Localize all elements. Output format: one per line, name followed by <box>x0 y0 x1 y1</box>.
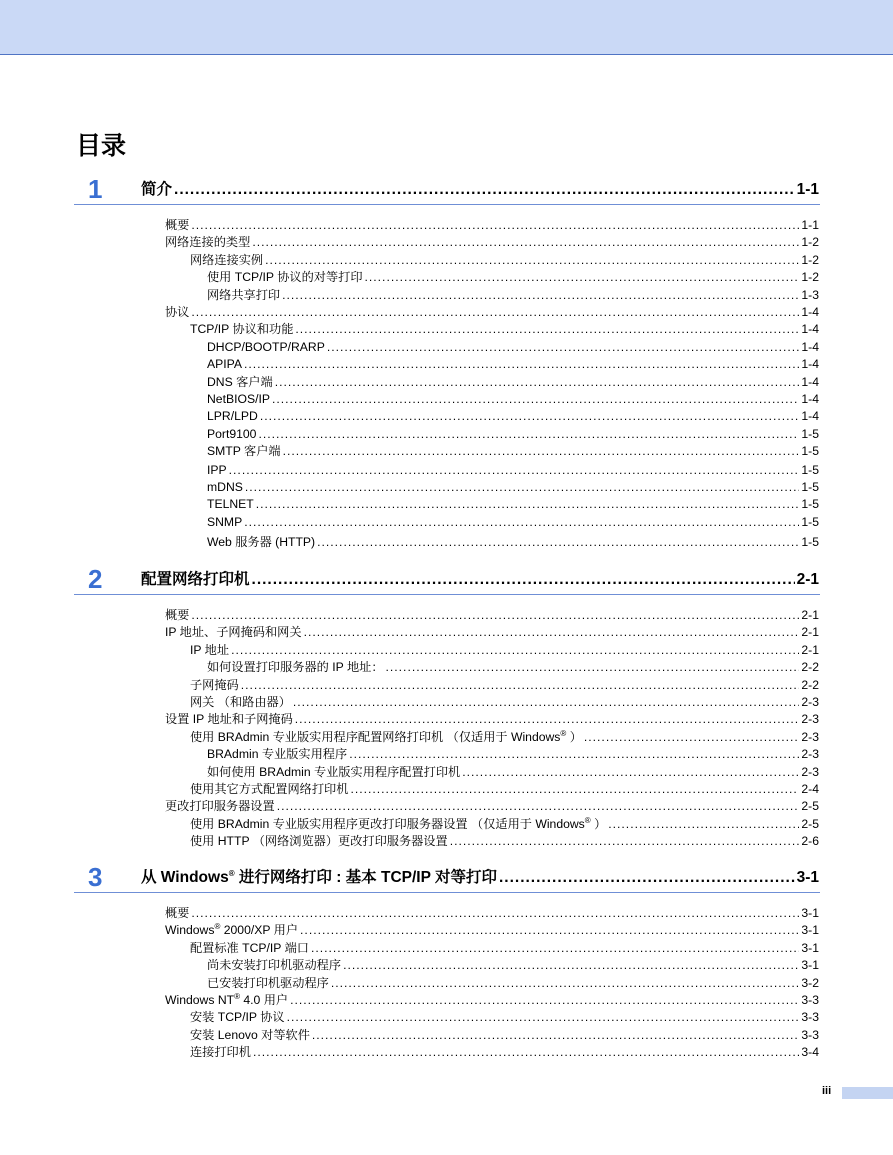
toc-entry-text: 如何设置打印服务器的 IP 地址： <box>207 660 384 675</box>
chapter-heading[interactable] <box>0 862 893 892</box>
dot-leader <box>229 462 800 478</box>
registered-mark: ® <box>584 815 591 825</box>
toc-entry-title <box>207 479 243 495</box>
dot-leader <box>282 287 799 303</box>
toc-entry-text: IP 地址、子网掩码和网关 <box>165 625 302 640</box>
toc-entry-text: 使用 BRAdmin 专业版实用程序更改打印服务器设置 （仅适用于 Windows <box>190 816 585 831</box>
toc-entry-title <box>190 816 606 832</box>
dot-leader <box>191 607 799 623</box>
toc-entry-text: DNS 客户端 <box>207 374 273 389</box>
chapter-rule <box>74 892 820 893</box>
toc-entry-page: 2-5 <box>801 816 819 831</box>
toc-entry-text: 如何使用 BRAdmin 专业版实用程序配置打印机 <box>207 764 461 779</box>
dot-leader <box>283 443 800 459</box>
toc-entry[interactable] <box>165 607 819 623</box>
toc-entry-title <box>207 391 270 407</box>
toc-entry-title <box>207 659 384 675</box>
chapter-page-number: 2-1 <box>796 571 819 588</box>
toc-entry-page: 1-4 <box>801 305 819 319</box>
dot-leader <box>174 180 795 200</box>
dot-leader <box>462 764 799 780</box>
toc-entry-title <box>190 677 239 693</box>
toc-entry-text: Web 服务器 (HTTP) <box>207 535 316 550</box>
dot-leader <box>327 339 800 355</box>
chapter-page-number: 3-1 <box>796 869 819 886</box>
toc-entry-suffix: 2000/XP 用户 <box>220 923 299 938</box>
dot-leader <box>277 798 800 814</box>
toc-entry-text: 网络连接的类型 <box>165 235 251 250</box>
registered-mark: ® <box>228 868 235 878</box>
dot-leader <box>349 746 799 762</box>
toc-entry-text: 网络连接实例 <box>190 252 264 267</box>
chapter-title-text: 简介 <box>141 181 173 198</box>
toc-entry-page: 1-5 <box>801 514 819 529</box>
toc-entry-title <box>207 408 258 424</box>
toc-entry[interactable] <box>165 922 819 938</box>
toc-entry-text: IP 地址 <box>190 642 230 657</box>
toc-entry[interactable] <box>165 798 819 814</box>
toc-entry-text: 使用 HTTP （网络浏览器）更改打印服务器设置 <box>190 834 448 849</box>
toc-entry-page: 3-1 <box>801 940 819 955</box>
toc-entry[interactable] <box>207 534 819 550</box>
toc-entry-title <box>190 781 348 797</box>
dot-leader <box>350 781 799 797</box>
chapter-title-text: 从 Windows <box>141 869 229 886</box>
toc-entry[interactable] <box>207 287 819 303</box>
toc-entry-title <box>207 957 341 973</box>
dot-leader <box>245 479 799 495</box>
toc-entry-page: 2-2 <box>801 677 819 692</box>
dot-leader <box>290 992 799 1008</box>
toc-entry[interactable] <box>165 217 819 233</box>
page-tab-marker <box>842 1087 893 1099</box>
toc-entry-title <box>207 975 329 991</box>
toc-entry-title <box>207 496 254 512</box>
toc-entry-title <box>190 252 263 268</box>
toc-entry-text: TELNET <box>207 497 254 512</box>
toc-entry-title <box>165 905 189 921</box>
toc-entry[interactable] <box>190 816 819 832</box>
toc-entry-title <box>207 426 256 442</box>
chapter-title <box>141 868 497 888</box>
toc-entry-page: 2-1 <box>801 642 819 657</box>
chapter-number: 2 <box>88 564 103 594</box>
toc-entry-page: 2-5 <box>801 799 819 814</box>
toc-entry-title <box>190 940 309 956</box>
toc-entry[interactable] <box>207 746 819 762</box>
toc-entry[interactable] <box>190 694 819 710</box>
chapter-title <box>141 570 250 590</box>
toc-entry-page: 1-5 <box>801 480 819 494</box>
toc-entry-title <box>207 356 242 372</box>
chapter-rule <box>74 594 820 595</box>
toc-entry[interactable] <box>190 940 819 956</box>
toc-entry-title <box>190 694 291 710</box>
toc-entry[interactable] <box>190 1044 819 1060</box>
toc-entry-page: 3-1 <box>801 958 819 973</box>
toc-entry[interactable] <box>190 252 819 268</box>
toc-entry-page: 2-3 <box>801 747 819 762</box>
dot-leader <box>608 816 799 832</box>
dot-leader <box>244 514 799 530</box>
toc-entry[interactable] <box>207 426 819 442</box>
toc-entry-text: Port9100 <box>207 426 257 441</box>
toc-entry[interactable] <box>207 374 819 390</box>
dot-leader <box>311 940 799 956</box>
chapter-title-line[interactable] <box>141 570 819 590</box>
toc-entry-page: 2-1 <box>801 625 819 640</box>
toc-entry-suffix: ） <box>566 729 582 744</box>
toc-entry-text: 协议 <box>165 305 190 319</box>
toc-entry-page: 2-2 <box>801 660 819 675</box>
registered-mark: ® <box>234 991 240 1001</box>
toc-entry-page: 2-6 <box>801 834 819 849</box>
toc-entry-title <box>165 624 302 640</box>
toc-entry[interactable] <box>190 321 819 337</box>
toc-entry-page: 1-2 <box>801 270 819 285</box>
toc-entry-title <box>207 443 281 459</box>
toc-entry[interactable] <box>165 711 819 727</box>
toc-entry[interactable] <box>165 905 819 921</box>
toc-entry-text: SNMP <box>207 514 243 529</box>
toc-entry-page: 2-3 <box>801 712 819 727</box>
dot-leader <box>343 957 799 973</box>
toc-entry-text: DHCP/BOOTP/RARP <box>207 339 325 354</box>
dot-leader <box>244 356 799 372</box>
toc-entry[interactable] <box>207 659 819 675</box>
toc-entry-text: Windows NT <box>165 993 235 1007</box>
page-title: 目录 <box>76 132 127 160</box>
toc-entry-text: LPR/LPD <box>207 409 258 424</box>
toc-entry-page: 2-3 <box>801 729 819 744</box>
toc-entry-title <box>165 234 250 250</box>
toc-entry-suffix: ） <box>590 816 607 831</box>
chapter-title-text: 配置网络打印机 <box>141 571 250 588</box>
page-number: iii <box>822 1085 832 1097</box>
toc-entry[interactable] <box>207 764 819 780</box>
toc-entry-title <box>207 374 273 390</box>
toc-entry-suffix: 4.0 用户 <box>239 993 289 1007</box>
dot-leader <box>191 304 799 320</box>
toc-entry[interactable] <box>190 1027 819 1043</box>
dot-leader <box>365 269 800 285</box>
toc-entry-title <box>207 764 460 780</box>
dot-leader <box>312 1027 799 1043</box>
toc-entry-text: 使用 TCP/IP 协议的对等打印 <box>207 270 363 285</box>
dot-leader <box>300 922 799 938</box>
toc-entry-page: 3-4 <box>801 1045 819 1060</box>
toc-entry-page: 1-4 <box>801 322 819 337</box>
dot-leader <box>386 659 800 675</box>
toc-entry[interactable] <box>190 781 819 797</box>
dot-leader <box>258 426 799 442</box>
dot-leader <box>272 391 799 407</box>
toc-entry-title <box>190 321 293 337</box>
toc-entry-page: 1-5 <box>801 535 819 550</box>
toc-entry-text: 更改打印服务器设置 <box>165 799 275 814</box>
toc-entry-text: 安装 Lenovo 对等软件 <box>190 1027 310 1042</box>
toc-entry-page: 2-1 <box>801 608 819 622</box>
toc-entry[interactable] <box>207 408 819 424</box>
toc-entry-title <box>190 642 229 658</box>
chapter-2 <box>0 564 893 849</box>
toc-entry-title <box>207 514 242 530</box>
dot-leader <box>252 570 795 590</box>
toc-entry[interactable] <box>165 992 819 1008</box>
toc-entry-page: 1-2 <box>801 252 819 267</box>
toc-entry-page: 1-4 <box>801 339 819 354</box>
chapter-3 <box>0 862 893 1060</box>
dot-leader <box>252 234 799 250</box>
toc-entry-page: 3-3 <box>801 1010 819 1025</box>
toc-entry-text: mDNS <box>207 480 243 494</box>
dot-leader <box>260 408 800 424</box>
toc-entry[interactable] <box>207 339 819 355</box>
toc-entry-page: 1-4 <box>801 374 819 389</box>
toc-entry[interactable] <box>207 462 819 478</box>
dot-leader <box>231 642 799 658</box>
toc-entry-page: 1-5 <box>801 426 819 441</box>
dot-leader <box>253 1044 799 1060</box>
toc-entry-text: BRAdmin 专业版实用程序 <box>207 747 348 762</box>
toc-entry[interactable] <box>207 975 819 991</box>
toc-entry-page: 1-1 <box>801 218 819 232</box>
toc-entry-title <box>165 304 189 320</box>
chapter-number: 3 <box>88 862 103 892</box>
toc-entry-title <box>165 922 298 938</box>
toc-entry-title <box>190 1027 310 1043</box>
toc-entry-title <box>190 1009 285 1025</box>
toc-entry[interactable] <box>207 496 819 512</box>
toc-entry[interactable] <box>207 514 819 530</box>
chapter-rule <box>74 204 820 205</box>
registered-mark: ® <box>560 728 567 738</box>
header-band <box>0 0 893 55</box>
toc-entry-page: 1-4 <box>801 392 819 406</box>
toc-entry-title <box>207 287 280 303</box>
toc-entry-text: IPP <box>207 462 227 477</box>
toc-entry-text: 设置 IP 地址和子网掩码 <box>165 712 293 727</box>
toc-entry-page: 1-2 <box>801 235 819 250</box>
toc-entry[interactable] <box>190 677 819 693</box>
toc-entry-text: 概要 <box>165 608 190 622</box>
toc-entry[interactable] <box>207 443 819 459</box>
chapter-1 <box>0 174 893 550</box>
dot-leader <box>241 677 800 693</box>
toc-entry-text: 安装 TCP/IP 协议 <box>190 1010 285 1025</box>
toc-entry-title <box>207 534 315 550</box>
dot-leader <box>256 496 800 512</box>
toc-entry[interactable] <box>207 356 819 372</box>
toc-entry-title <box>207 746 347 762</box>
toc-entry-text: 已安装打印机驱动程序 <box>207 975 329 990</box>
toc-entry-page: 1-5 <box>801 497 819 512</box>
toc-entry-title <box>165 992 288 1008</box>
registered-mark: ® <box>214 922 221 932</box>
toc-entry-page: 1-4 <box>801 357 819 372</box>
chapter-heading[interactable] <box>0 564 893 594</box>
toc-entry-title <box>190 1044 251 1060</box>
dot-leader <box>191 905 799 921</box>
toc-entry-text: TCP/IP 协议和功能 <box>190 322 294 337</box>
toc-entry-page: 2-3 <box>801 695 819 709</box>
toc-entry[interactable] <box>190 833 819 849</box>
chapter-title <box>141 180 172 200</box>
chapter-title-suffix: 进行网络打印 : 基本 TCP/IP 对等打印 <box>234 869 497 886</box>
toc-entry[interactable] <box>190 1009 819 1025</box>
dot-leader <box>499 868 795 888</box>
toc-entry-page: 1-4 <box>801 409 819 424</box>
toc-entry-title <box>190 833 448 849</box>
chapter-title-line[interactable] <box>141 180 819 200</box>
toc-entry[interactable] <box>190 729 819 745</box>
toc-entry-title <box>207 339 325 355</box>
dot-leader <box>450 833 800 849</box>
toc-entry-page: 3-2 <box>801 975 819 990</box>
toc-entry-page: 1-3 <box>801 287 819 302</box>
chapter-page-number: 1-1 <box>796 181 819 198</box>
toc-entry-text: 网络共享打印 <box>207 287 281 302</box>
toc-entry[interactable] <box>207 479 819 495</box>
toc-entry-page: 3-3 <box>801 993 819 1007</box>
toc-entry-page: 3-1 <box>801 923 819 938</box>
toc-entry-text: Windows <box>165 923 215 938</box>
toc-entry[interactable] <box>165 304 819 320</box>
dot-leader <box>584 729 799 745</box>
toc-entry-text: 子网掩码 <box>190 677 239 692</box>
toc-entry-text: SMTP 客户端 <box>207 444 281 459</box>
chapter-title-line[interactable] <box>141 868 819 888</box>
dot-leader <box>275 374 800 390</box>
dot-leader <box>191 217 799 233</box>
toc-entry-title <box>165 798 275 814</box>
toc-entry-text: 概要 <box>165 218 190 232</box>
toc-entry-text: APIPA <box>207 357 242 372</box>
dot-leader <box>295 711 800 727</box>
toc-entry-title <box>165 217 189 233</box>
toc-entry-page: 1-5 <box>801 462 819 477</box>
toc-entry-text: 配置标准 TCP/IP 端口 <box>190 940 309 955</box>
toc-entry[interactable] <box>207 957 819 973</box>
toc-entry-title <box>165 607 189 623</box>
toc-entry-text: 使用其它方式配置网络打印机 <box>190 782 349 796</box>
toc-entry-text: 概要 <box>165 906 190 920</box>
toc-entry-text: 连接打印机 <box>190 1045 251 1060</box>
toc-entry-page: 2-4 <box>801 782 819 796</box>
dot-leader <box>295 321 799 337</box>
toc-entry-title <box>207 269 363 285</box>
toc-entry-page: 1-5 <box>801 444 819 459</box>
toc-entry-page: 3-3 <box>801 1027 819 1042</box>
toc-entry-title <box>207 462 227 478</box>
toc-entry-text: 网关 （和路由器） <box>190 695 291 709</box>
chapter-heading[interactable] <box>0 174 893 204</box>
toc-entry-title <box>165 711 293 727</box>
toc-entry-page: 3-1 <box>801 906 819 920</box>
dot-leader <box>317 534 799 550</box>
toc-entry[interactable] <box>207 269 819 285</box>
toc-entry-title <box>190 729 582 745</box>
dot-leader <box>287 1009 800 1025</box>
toc-entry-text: 使用 BRAdmin 专业版实用程序配置网络打印机 （仅适用于 Windows <box>190 729 561 744</box>
toc-entry-text: NetBIOS/IP <box>207 392 270 406</box>
dot-leader <box>304 624 800 640</box>
toc-entry[interactable] <box>190 642 819 658</box>
chapter-number: 1 <box>88 174 103 204</box>
toc-entry-page: 2-3 <box>801 764 819 779</box>
dot-leader <box>331 975 800 991</box>
toc-entry[interactable] <box>165 234 819 250</box>
toc-entry[interactable] <box>165 624 819 640</box>
toc-entry-text: 尚未安装打印机驱动程序 <box>207 958 342 973</box>
dot-leader <box>265 252 799 268</box>
toc-entry[interactable] <box>207 391 819 407</box>
dot-leader <box>293 694 799 710</box>
